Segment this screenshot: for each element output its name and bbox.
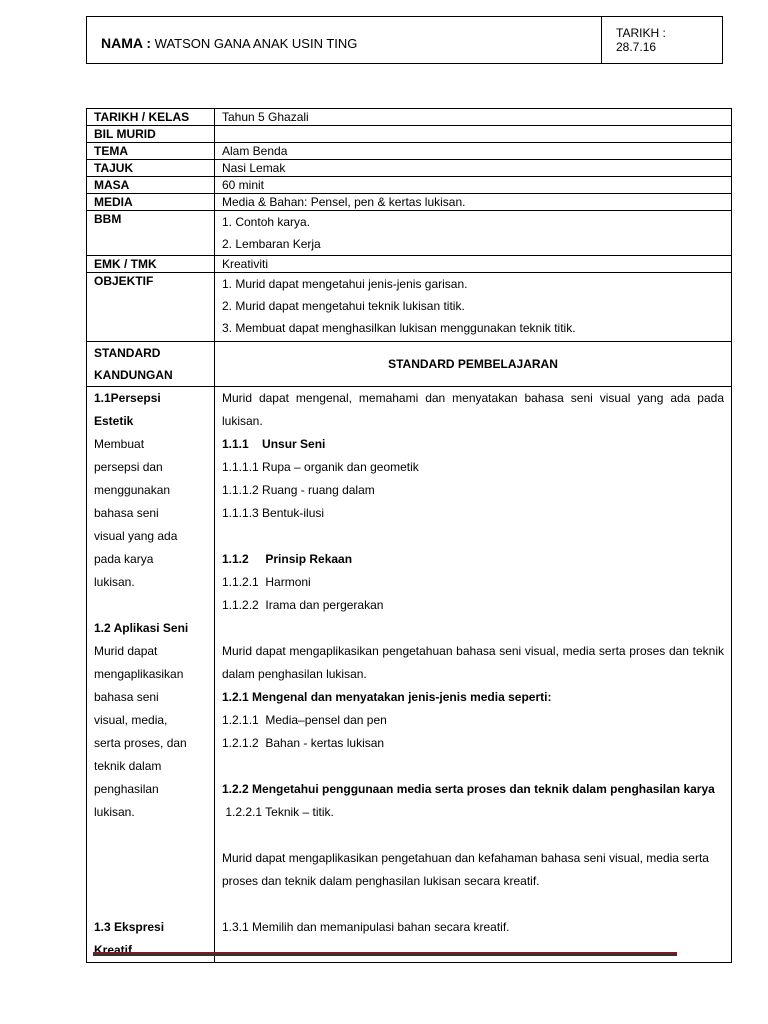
date-label: TARIKH :: [616, 26, 666, 40]
text-line: menggunakan: [94, 483, 171, 497]
list-item: 1.1.1.3 Bentuk-ilusi: [222, 506, 325, 520]
objektif-item: 2. Murid dapat mengetahui teknik lukisan titik.: [222, 299, 465, 313]
row-value: [215, 211, 732, 256]
text-line: visual yang ada: [94, 529, 178, 543]
table-row: [87, 109, 732, 126]
table-row-bbm: [87, 211, 732, 256]
paragraph: Murid dapat mengenal, memahami dan menyatakan bahasa seni visual yang ada pada lukisan.: [222, 391, 724, 428]
standard-kandungan-cell: [87, 387, 215, 963]
date-field: [601, 17, 709, 63]
standard-header-row: [87, 342, 732, 387]
table-row-emk: [87, 256, 732, 273]
footer-rule: [93, 952, 677, 956]
objektif-item: 3. Membuat dapat menghasilkan lukisan menggunakan teknik titik.: [222, 321, 576, 335]
row-value: Kreativiti: [215, 256, 732, 273]
name-value: WATSON GANA ANAK USIN TING: [154, 36, 358, 51]
table-row: [87, 126, 732, 143]
table-row-objektif: [87, 273, 732, 342]
text-line: Murid dapat: [94, 644, 158, 658]
table-row: [87, 177, 732, 194]
text-line: visual, media,: [94, 713, 168, 727]
standard-content-row: [87, 387, 732, 963]
header-box: [86, 16, 723, 64]
text-line: mengaplikasikan: [94, 667, 184, 681]
row-value: Media & Bahan: Pensel, pen & kertas lukisan.: [215, 194, 732, 211]
table-row: [87, 194, 732, 211]
text-line: serta proses, dan: [94, 736, 187, 750]
row-label: TEMA: [87, 143, 215, 160]
list-item: 1.1.2.1 Harmoni: [222, 575, 311, 589]
name-field: [101, 35, 357, 51]
subheading: 1.1.1 Unsur Seni: [222, 437, 326, 451]
text-line: penghasilan: [94, 782, 159, 796]
list-item: 1.2.2.1 Teknik – titik.: [222, 805, 334, 819]
section-title: Estetik: [94, 414, 134, 428]
text-line: persepsi dan: [94, 460, 163, 474]
bbm-item: 1. Contoh karya.: [222, 215, 311, 229]
text-line: Membuat: [94, 437, 145, 451]
row-label: OBJEKTIF: [87, 273, 215, 342]
paragraph: Murid dapat mengaplikasikan pengetahuan dan kefahaman bahasa seni visual, media serta proses dan teknik dalam penghasilan lukisan secara kreatif.: [222, 851, 709, 888]
section-title: 1.2 Aplikasi Seni: [94, 621, 189, 635]
header-text: KANDUNGAN: [94, 368, 173, 382]
paragraph: Murid dapat mengaplikasikan pengetahuan bahasa seni visual, media serta proses dan teknik dalam penghasilan lukisan.: [222, 644, 724, 681]
date-value: 28.7.16: [616, 40, 657, 54]
row-label: TARIKH / KELAS: [87, 109, 215, 126]
text-line: lukisan.: [94, 575, 135, 589]
table-row: [87, 143, 732, 160]
text-line: bahasa seni: [94, 690, 159, 704]
row-value: [215, 126, 732, 143]
row-label: MEDIA: [87, 194, 215, 211]
row-label: BBM: [87, 211, 215, 256]
list-item: 1.2.1.2 Bahan - kertas lukisan: [222, 736, 385, 750]
text-line: pada karya: [94, 552, 154, 566]
standard-pembelajaran-header: STANDARD PEMBELAJARAN: [215, 342, 732, 387]
section-title: Kreatif: [94, 943, 133, 957]
lesson-plan-table: [86, 108, 732, 963]
standard-kandungan-header: [87, 342, 215, 387]
row-value: Alam Benda: [215, 143, 732, 160]
row-label: BIL MURID: [87, 126, 215, 143]
section-title: 1.1Persepsi: [94, 391, 161, 405]
subheading: 1.2.2 Mengetahui penggunaan media serta proses dan teknik dalam penghasilan karya: [222, 782, 715, 796]
standard-pembelajaran-cell: [215, 387, 732, 963]
row-value: Nasi Lemak: [215, 160, 732, 177]
list-item: 1.1.2.2 Irama dan pergerakan: [222, 598, 384, 612]
list-item: 1.1.1.2 Ruang - ruang dalam: [222, 483, 375, 497]
subheading: 1.1.2 Prinsip Rekaan: [222, 552, 353, 566]
name-label: NAMA :: [101, 35, 152, 51]
table-row: [87, 160, 732, 177]
row-label: EMK / TMK: [87, 256, 215, 273]
bbm-item: 2. Lembaran Kerja: [222, 237, 321, 251]
text-line: lukisan.: [94, 805, 135, 819]
list-item: 1.2.1.1 Media–pensel dan pen: [222, 713, 387, 727]
row-value: [215, 273, 732, 342]
text-line: teknik dalam: [94, 759, 162, 773]
subheading: 1.2.1 Mengenal dan menyatakan jenis-jenis media seperti:: [222, 690, 552, 704]
row-label: TAJUK: [87, 160, 215, 177]
objektif-item: 1. Murid dapat mengetahui jenis-jenis garisan.: [222, 277, 468, 291]
section-title: 1.3 Ekspresi: [94, 920, 165, 934]
list-item: 1.3.1 Memilih dan memanipulasi bahan secara kreatif.: [222, 920, 510, 934]
text-line: bahasa seni: [94, 506, 159, 520]
header-text: STANDARD: [94, 346, 161, 360]
row-value: Tahun 5 Ghazali: [215, 109, 732, 126]
row-value: 60 minit: [215, 177, 732, 194]
row-label: MASA: [87, 177, 215, 194]
list-item: 1.1.1.1 Rupa – organik dan geometik: [222, 460, 419, 474]
